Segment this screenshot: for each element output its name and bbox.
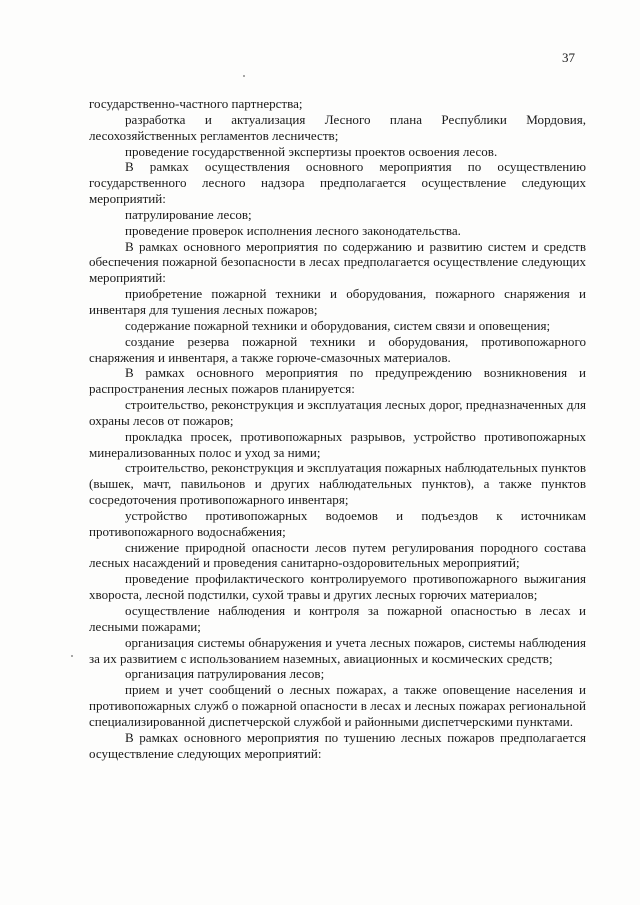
paragraph: В рамках осуществления основного мероприятия по осуществлению государственного лесного надзора предполагается осуществление следующих мероприятий: xyxy=(89,159,586,207)
paragraph: В рамках основного мероприятия по содержанию и развитию систем и средств обеспечения пожарной безопасности в лесах предполагается осуществление следующих мероприятий: xyxy=(89,238,586,286)
body-text xyxy=(89,96,586,761)
paragraph: прокладка просек, противопожарных разрывов, устройство противопожарных минерализованных полос и уход за ними; xyxy=(89,428,586,460)
paragraph: В рамках основного мероприятия по предупреждению возникновения и распространения лесных пожаров планируется: xyxy=(89,365,586,397)
paragraph: осуществление наблюдения и контроля за пожарной опасностью в лесах и лесными пожарами; xyxy=(89,603,586,634)
paragraph: разработка и актуализация Лесного плана Республики Мордовия, лесохозяйственных регламентов лесничеств; xyxy=(89,111,586,143)
paragraph: приобретение пожарной техники и оборудования, пожарного снаряжения и инвентаря для тушения лесных пожаров; xyxy=(89,286,586,317)
paragraph: организация патрулирования лесов; xyxy=(125,666,325,682)
paragraph: создание резерва пожарной техники и оборудования, противопожарного снаряжения и инвентаря, а также горюче-смазочных материалов. xyxy=(89,333,586,365)
paragraph: строительство, реконструкция и эксплуатация пожарных наблюдательных пунктов (вышек, мачт, павильонов и других наблюдательных пунктов), а также пунктов сосредоточения противопожарного инвентаря; xyxy=(89,460,586,508)
paragraph: проведение проверок исполнения лесного законодательства. xyxy=(125,222,461,238)
page-number: 37 xyxy=(562,50,575,65)
scan-speck xyxy=(71,655,73,657)
paragraph: устройство противопожарных водоемов и подъездов к источникам противопожарного водоснабжения; xyxy=(89,507,586,539)
paragraph: снижение природной опасности лесов путем регулирования породного состава лесных насаждений и проведения санитарно-оздоровительных мероприятий; xyxy=(89,539,586,571)
paragraph: строительство, реконструкция и эксплуатация лесных дорог, предназначенных для охраны лесов от пожаров; xyxy=(89,397,586,428)
paragraph: проведение государственной экспертизы проектов освоения лесов. xyxy=(125,143,498,159)
paragraph: проведение профилактического контролируемого противопожарного выжигания хвороста, лесной подстилки, сухой травы и других лесных горючих материалов; xyxy=(89,571,586,603)
paragraph: патрулирование лесов; xyxy=(125,206,252,222)
paragraph: государственно-частного партнерства; xyxy=(89,96,303,111)
scan-speck xyxy=(243,75,245,77)
paragraph: организация системы обнаружения и учета лесных пожаров, системы наблюдения за их развитием с использованием наземных, авиационных и космических средств; xyxy=(89,634,586,666)
paragraph: В рамках основного мероприятия по тушению лесных пожаров предполагается осуществление следующих мероприятий: xyxy=(89,729,586,761)
paragraph: содержание пожарной техники и оборудования, систем связи и оповещения; xyxy=(125,317,551,333)
paragraph: прием и учет сообщений о лесных пожарах, а также оповещение населения и противопожарных служб о пожарной опасности в лесах и лесных пожарах региональной специализированной диспетчерской службой и районными диспетчерскими пунктами. xyxy=(89,682,586,729)
